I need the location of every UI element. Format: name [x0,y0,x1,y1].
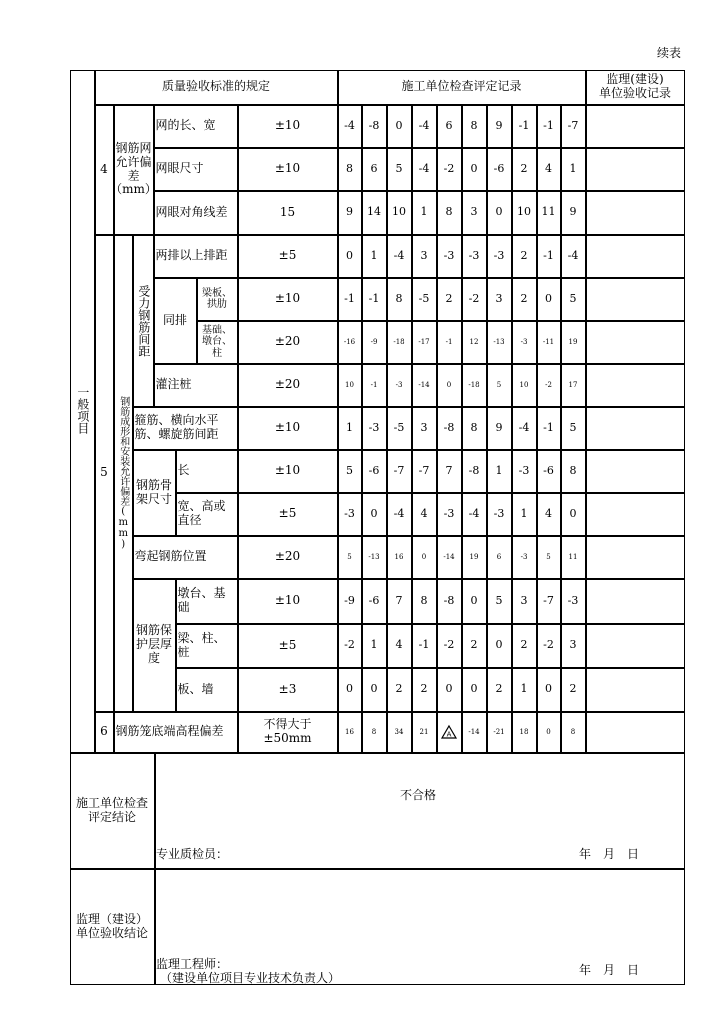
value-cell: -2 [437,148,462,191]
supervisor-check-cell [586,278,685,321]
contractor-result: 不合格 [400,788,437,802]
value-cell: 0 [462,148,487,191]
check-item-name: 梁、柱、桩 [176,624,238,668]
standard-value: ±3 [238,668,338,712]
value-cell: 4 [412,493,437,536]
value-cell: 1 [512,668,537,712]
standard-value: ±10 [238,105,338,148]
value-cell: -4 [412,148,437,191]
value-cell: 9 [561,191,586,235]
check-item-name: 梁板、拱肋 [197,278,238,321]
value-cell: 5 [561,407,586,450]
value-cell: 7 [437,450,462,493]
value-cell: 5 [487,364,512,407]
value-cell: -8 [462,450,487,493]
check-item-name: 灌注桩 [154,364,238,407]
value-cell: -2 [437,624,462,668]
value-cell: -3 [437,493,462,536]
value-cell: -1 [512,105,537,148]
standard-value: ±5 [238,493,338,536]
item6-standard: 不得大于±50mm [238,712,338,753]
item5-number: 5 [95,235,114,712]
value-cell: -3 [437,235,462,278]
check-item-name: 墩台、基础 [176,579,238,624]
supervisor-check-cell [586,712,685,753]
value-cell: -6 [362,450,387,493]
value-cell: -8 [437,407,462,450]
supervisor-check-cell [586,493,685,536]
value-cell: 9 [487,407,512,450]
standard-value: ±10 [238,450,338,493]
value-cell: -16 [338,321,362,364]
double-row-label: 同排 [154,278,197,364]
value-cell: -5 [412,278,437,321]
standard-value: ±10 [238,579,338,624]
value-cell: -1 [537,235,561,278]
value-cell: -4 [412,105,437,148]
value-cell: 0 [487,191,512,235]
value-cell: -6 [362,579,387,624]
value-cell: 2 [512,624,537,668]
value-cell: -7 [537,579,561,624]
value-cell: -4 [387,235,412,278]
value-cell: 8 [561,712,586,753]
value-cell: -14 [437,536,462,579]
value-cell: 8 [362,712,387,753]
value-cell: 0 [338,668,362,712]
supervisor-check-cell [586,321,685,364]
value-cell: -11 [537,321,561,364]
value-cell: -18 [387,321,412,364]
value-cell: 2 [512,148,537,191]
value-cell: -2 [537,364,561,407]
check-item-name: 两排以上排距 [154,235,238,278]
value-cell: 6 [362,148,387,191]
value-cell: 10 [512,364,537,407]
value-cell: 2 [437,278,462,321]
value-cell: 0 [387,105,412,148]
check-item-name: 网眼对角线差 [154,191,238,235]
item6-name: 钢筋笼底端高程偏差 [114,712,238,753]
value-cell: 8 [437,191,462,235]
value-cell: -14 [462,712,487,753]
value-cell: 10 [387,191,412,235]
warning-mark-cell [437,712,462,753]
supervisor-check-cell [586,364,685,407]
value-cell: -3 [338,493,362,536]
value-cell: 0 [437,364,462,407]
value-cell: -4 [462,493,487,536]
value-cell: -13 [487,321,512,364]
supervisor-check-cell [586,148,685,191]
value-cell: 5 [338,536,362,579]
value-cell: 0 [412,536,437,579]
value-cell: -1 [537,105,561,148]
supervisor-check-cell [586,536,685,579]
value-cell: 2 [512,235,537,278]
value-cell: -2 [462,278,487,321]
value-cell: 8 [338,148,362,191]
inspection-table [70,70,685,985]
value-cell: -8 [362,105,387,148]
check-item-name: 基础、墩台、柱 [197,321,238,364]
value-cell: 16 [338,712,362,753]
value-cell: 3 [512,579,537,624]
value-cell: -1 [362,278,387,321]
value-cell: 1 [362,235,387,278]
standard-value: 15 [238,191,338,235]
value-cell: -6 [537,450,561,493]
value-cell: -4 [512,407,537,450]
general-items-label: 一般项目 [75,385,90,434]
value-cell: 3 [561,624,586,668]
supervisor-check-cell [586,450,685,493]
supervisor-check-cell [586,407,685,450]
svg-text:A: A [446,730,452,739]
value-cell: 19 [561,321,586,364]
value-cell: -1 [412,624,437,668]
cover-group: 钢筋保护层厚度 [133,579,176,712]
value-cell: -1 [537,407,561,450]
item4-number: 4 [95,105,114,235]
contractor-date: 年 月 日 [579,847,640,861]
value-cell: -1 [338,278,362,321]
frame-group: 钢筋骨架尺寸 [133,450,176,536]
value-cell: 0 [338,235,362,278]
value-cell: 9 [338,191,362,235]
value-cell: -13 [362,536,387,579]
supervisor-check-cell [586,235,685,278]
value-cell: 0 [487,624,512,668]
value-cell: -18 [462,364,487,407]
value-cell: -7 [561,105,586,148]
value-cell: 5 [387,148,412,191]
standard-value: ±20 [238,364,338,407]
value-cell: -4 [338,105,362,148]
supervisor-check-cell [586,668,685,712]
supervising-engineer-note: （建设单位项目专业技术负责人） [160,971,341,985]
value-cell: 6 [487,536,512,579]
value-cell: 2 [512,278,537,321]
continued-label: 续表 [657,46,682,60]
value-cell: -9 [362,321,387,364]
value-cell: -17 [412,321,437,364]
standard-value: ±10 [238,407,338,450]
value-cell: -3 [512,536,537,579]
value-cell: -3 [387,364,412,407]
value-cell: 14 [362,191,387,235]
value-cell: 8 [462,105,487,148]
value-cell: -6 [487,148,512,191]
value-cell: 0 [537,712,561,753]
supervisor-record-header: 监理(建设) 单位验收记录 [586,70,685,105]
standard-value: ±20 [238,536,338,579]
value-cell: -3 [462,235,487,278]
contractor-record-header: 施工单位检查评定记录 [338,70,586,105]
value-cell: -2 [537,624,561,668]
check-item-name: 板、墙 [176,668,238,712]
value-cell: 5 [537,536,561,579]
value-cell: -4 [387,493,412,536]
value-cell: -7 [412,450,437,493]
value-cell: 11 [561,536,586,579]
value-cell: 3 [487,278,512,321]
value-cell: 0 [561,493,586,536]
value-cell: 3 [412,407,437,450]
value-cell: 1 [561,148,586,191]
value-cell: -3 [512,321,537,364]
standard-value: ±10 [238,278,338,321]
value-cell: 0 [462,579,487,624]
value-cell: 9 [487,105,512,148]
value-cell: -2 [338,624,362,668]
value-cell: 19 [462,536,487,579]
spacing-group: 受力钢筋间距 [133,235,154,407]
value-cell: 8 [462,407,487,450]
value-cell: 8 [561,450,586,493]
value-cell: 2 [412,668,437,712]
supervisor-conclusion-label: 监理（建设）单位验收结论 [70,869,155,985]
item5-group: 钢筋成形和安装允许偏差(mm) [114,235,133,712]
value-cell: 1 [512,493,537,536]
check-item-name: 箍筋、横向水平筋、螺旋筋间距 [133,407,238,450]
value-cell: -7 [387,450,412,493]
value-cell: -14 [412,364,437,407]
value-cell: 0 [437,668,462,712]
value-cell: -3 [362,407,387,450]
value-cell: 3 [462,191,487,235]
value-cell: -3 [487,235,512,278]
value-cell: 2 [561,668,586,712]
value-cell: 34 [387,712,412,753]
supervisor-check-cell [586,105,685,148]
value-cell: 4 [387,624,412,668]
supervisor-date: 年 月 日 [579,963,640,977]
value-cell: 21 [412,712,437,753]
value-cell: 2 [487,668,512,712]
value-cell: 18 [512,712,537,753]
value-cell: 11 [537,191,561,235]
value-cell: 0 [362,493,387,536]
value-cell: 6 [437,105,462,148]
supervisor-check-cell [586,624,685,668]
value-cell: 10 [338,364,362,407]
value-cell: 0 [537,278,561,321]
value-cell: -1 [437,321,462,364]
value-cell: -21 [487,712,512,753]
value-cell: 8 [387,278,412,321]
value-cell: 17 [561,364,586,407]
value-cell: 3 [412,235,437,278]
value-cell: -5 [387,407,412,450]
check-item-name: 网的长、宽 [154,105,238,148]
value-cell: 1 [487,450,512,493]
value-cell: 5 [561,278,586,321]
value-cell: -8 [437,579,462,624]
value-cell: 5 [338,450,362,493]
criteria-header: 质量验收标准的规定 [95,70,338,105]
check-item-name: 长 [176,450,238,493]
supervisor-check-cell [586,191,685,235]
value-cell: 1 [362,624,387,668]
value-cell: 10 [512,191,537,235]
warning-triangle-icon [441,725,457,739]
item4-group: 钢筋网允许偏差（mm） [114,105,154,235]
value-cell: 0 [362,668,387,712]
contractor-conclusion-label: 施工单位检查评定结论 [70,753,155,869]
supervisor-check-cell [586,579,685,624]
standard-value: ±20 [238,321,338,364]
quality-inspector-label: 专业质检员： [156,847,229,861]
check-item-name: 弯起钢筋位置 [133,536,238,579]
supervising-engineer-label: 监理工程师： [156,957,229,971]
check-item-name: 宽、高或直径 [176,493,238,536]
value-cell: 12 [462,321,487,364]
value-cell: -1 [362,364,387,407]
value-cell: 5 [487,579,512,624]
value-cell: 1 [338,407,362,450]
value-cell: -3 [561,579,586,624]
value-cell: 2 [462,624,487,668]
value-cell: -3 [512,450,537,493]
item6-number: 6 [95,712,114,753]
value-cell: 4 [537,148,561,191]
check-item-name: 网眼尺寸 [154,148,238,191]
value-cell: 8 [412,579,437,624]
standard-value: ±5 [238,624,338,668]
value-cell: 4 [537,493,561,536]
standard-value: ±5 [238,235,338,278]
value-cell: 1 [412,191,437,235]
value-cell: -4 [561,235,586,278]
value-cell: -3 [487,493,512,536]
value-cell: 7 [387,579,412,624]
value-cell: 16 [387,536,412,579]
value-cell: -9 [338,579,362,624]
value-cell: 0 [537,668,561,712]
standard-value: ±10 [238,148,338,191]
value-cell: 2 [387,668,412,712]
value-cell: 0 [462,668,487,712]
